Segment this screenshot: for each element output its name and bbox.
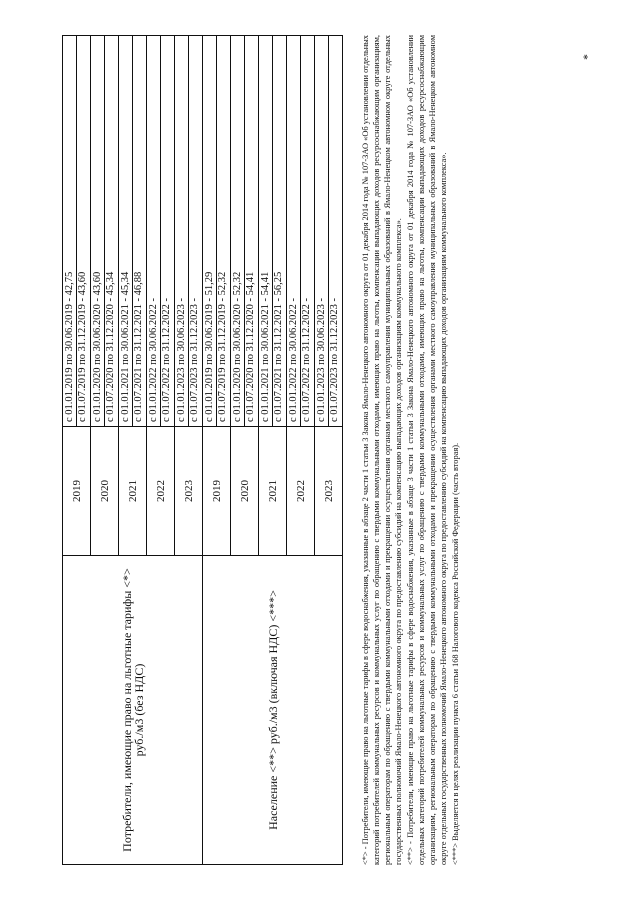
tariff-period: с 01.07.2023 по 31.12.2023 - [188,36,201,426]
tariff-period: с 01.07.2021 по 31.12.2021 - 46,88 [132,36,145,426]
tariff-period: с 01.07.2022 по 31.12.2022 - [160,36,173,426]
tariff-period: с 01.07.2023 по 31.12.2023 - [328,36,341,426]
tariff-periods-cell [119,36,147,427]
tariff-periods-cell [63,36,91,427]
year-cell: 2023 [315,427,343,556]
tariff-period: с 01.07.2019 по 31.12.2019 - 52,32 [216,36,229,426]
tariff-period: с 01.07.2020 по 31.12.2020 - 45,34 [104,36,117,426]
year-cell: 2022 [287,427,315,556]
tariff-period: с 01.07.2021 по 31.12.2021 - 56,25 [272,36,285,426]
footnote: <***> Выделяется в целях реализации пункта 6 статьи 168 Налогового кодекса Российской Федерации (часть вторая). [451,442,460,865]
year-cell: 2023 [175,427,203,556]
year-cell: 2021 [119,427,147,556]
tariff-period: с 01.07.2020 по 31.12.2020 - 54,41 [244,36,257,426]
tariff-periods-cell [287,36,315,427]
tariff-periods-cell [147,36,175,427]
tariff-periods-cell [231,36,259,427]
table-row [63,36,91,865]
tariff-period: с 01.01.2023 по 30.06.2023 - [316,297,327,422]
tariff-period: с 01.07.2022 по 31.12.2022 - [300,36,313,426]
tariff-period: с 01.01.2022 по 30.06.2022 - [288,297,299,422]
consumer-cell: Население <**> руб./м3 (включая НДС) <***> [203,556,343,865]
tariff-periods-cell [315,36,343,427]
tariff-period: с 01.01.2021 по 30.06.2021 - 54,41 [260,271,271,422]
tariff-period: с 01.01.2019 по 30.06.2019 - 42,75 [64,271,75,422]
year-cell: 2020 [91,427,119,556]
year-cell: 2019 [203,427,231,556]
tariff-period: с 01.01.2023 по 30.06.2023 - [176,297,187,422]
tariff-period: с 01.01.2022 по 30.06.2022 - [148,297,159,422]
tariff-period: с 01.01.2019 по 30.06.2019 - 51,29 [204,271,215,422]
tariff-period: с 01.07.2019 по 31.12.2019 - 43,60 [76,36,89,426]
footnotes [360,35,462,865]
tariff-periods-cell [203,36,231,427]
year-cell: 2022 [147,427,175,556]
margin-mark: * [580,54,594,60]
year-cell: 2019 [63,427,91,556]
footnote: <**> - Потребители, имеющие право на льготные тарифы в сфере водоснабжения, указанные в абзаце 3 части 1 статьи 3 Закона Ямало-Ненецкого автономного округа от 01 декабря 2014 года № 107-ЗАО «Об установлении отдельных категорий потребителей коммунальных ресурсов и коммунальных услуг по обращению с твердыми коммунальными отходами, имеющих право на льготы, компенсации выпадающих доходов ресурсоснабжающим организациям, региональным операторам по обращению с твердыми коммунальными отходами и прекращении осуществления органами местного самоуправления муниципальных образований в Ямало-Ненецком автономном округе отдельных государственных полномочий Ямало-Ненецкого автономного округа по предоставлению субсидий на компенсацию выпадающих доходов организациям коммунального комплекса». [406,35,448,865]
consumer-cell: Потребители, имеющие право на льготные тарифы <*> руб./м3 (без НДС) [63,556,203,865]
tariff-period: с 01.01.2020 по 30.06.2020 - 52,32 [232,271,243,422]
footnote: <*> - Потребители, имеющие право на льготные тарифы в сфере водоснабжения, указанные в абзаце 2 части 1 статьи 3 Закона Ямало-Ненецкого автономного округа от 01 декабря 2014 года № 107-ЗАО «Об установлении отдельных категорий потребителей коммунальных ресурсов и коммунальных услуг по обращению с твердыми коммунальными отходами, имеющих право на льготы, компенсации выпадающих доходов ресурсоснабжающим организациям, региональным операторам по обращению с твердыми коммунальными отходами и прекращении осуществления органами местного самоуправления муниципальных образований в Ямало-Ненецком автономном округе отдельных государственных полномочий Ямало-Ненецкого автономного округа по предоставлению субсидий на компенсацию выпадающих доходов организациям коммунального комплекса». [361,35,403,865]
year-cell: 2020 [231,427,259,556]
tariff-periods-cell [175,36,203,427]
tariff-period: с 01.01.2020 по 30.06.2020 - 43,60 [92,271,103,422]
tariff-table [62,35,343,865]
tariff-period: с 01.01.2021 по 30.06.2021 - 45,34 [120,271,131,422]
year-cell: 2021 [259,427,287,556]
tariff-periods-cell [91,36,119,427]
tariff-periods-cell [259,36,287,427]
table-row [203,36,231,865]
